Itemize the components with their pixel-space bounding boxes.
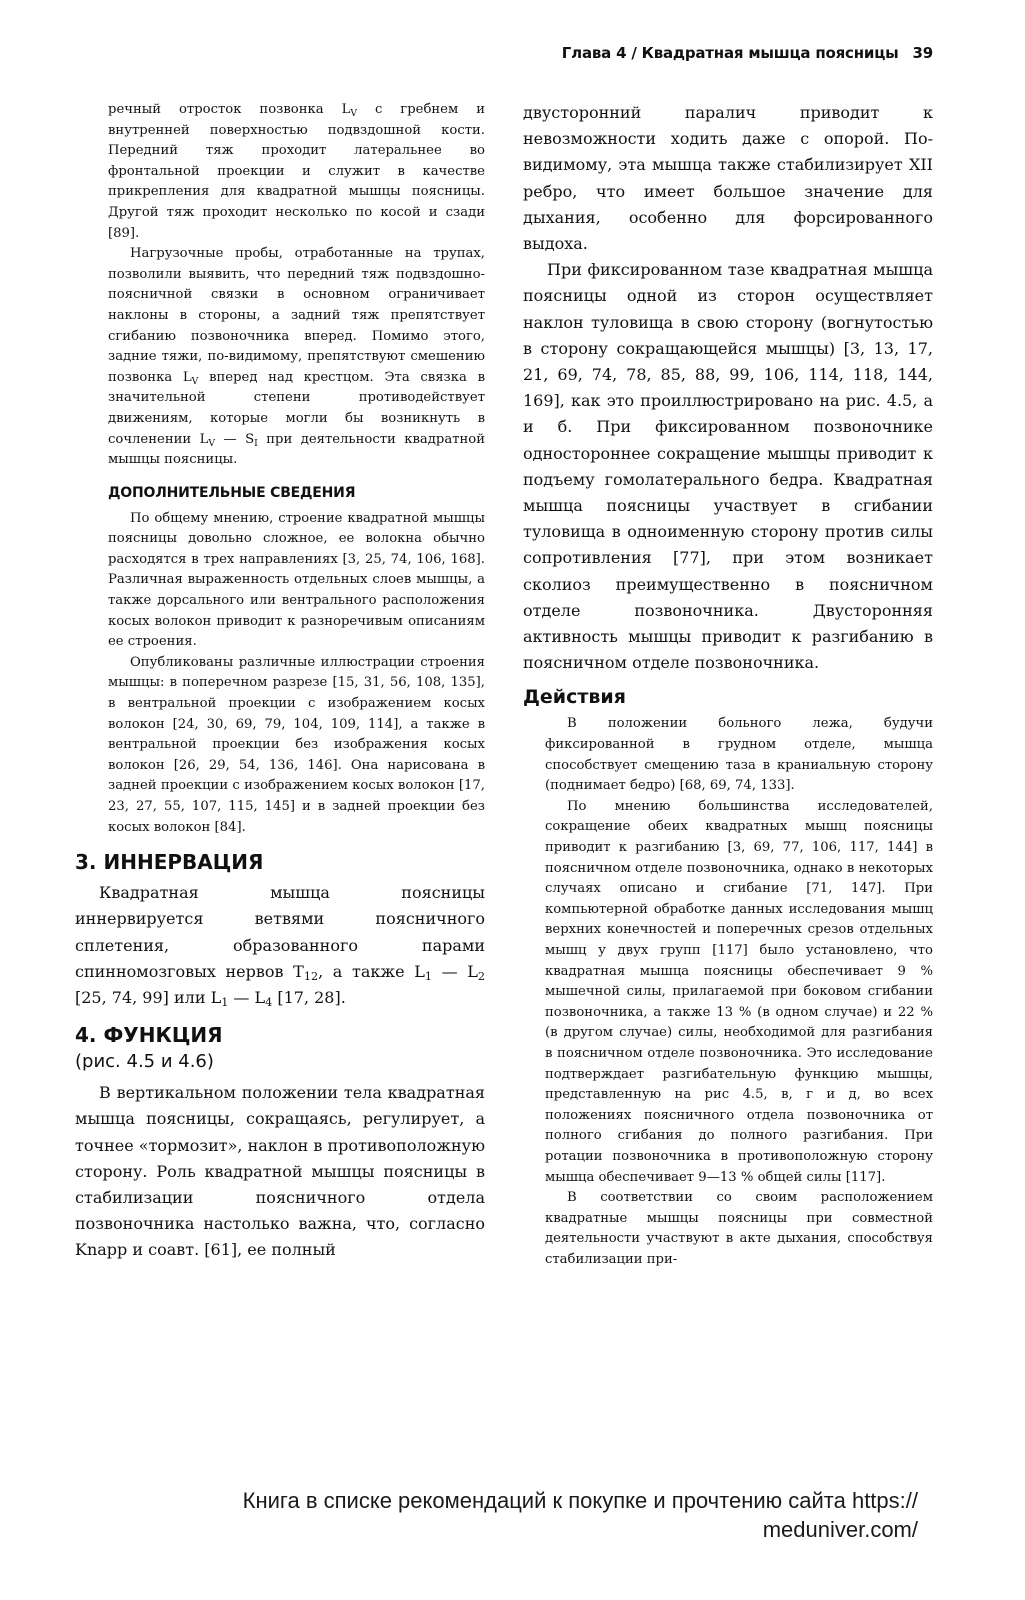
subscript: I: [254, 437, 258, 449]
right-column: [523, 100, 933, 1271]
extra-info-heading: ДОПОЛНИТЕЛЬНЫЕ СВЕДЕНИЯ: [108, 484, 356, 501]
text-run: с гребнем и внутренней поверхностью подвздошной кости. Передний тяж проходит латеральнее во фронтальной проекции и служит в качестве прикрепления для квадратной мышцы поясницы. Другой тяж проходит несколько по косой и сзади [89].: [108, 102, 485, 241]
section-heading-innervation: 3. ИННЕРВАЦИЯ: [75, 850, 264, 875]
subscript: 2: [477, 969, 486, 983]
text-run: [17, 28].: [272, 988, 346, 1007]
paragraph: В положении больного лежа, будучи фиксированной в грудном отделе, мышца способствует смещению таза в краниальную сторону (поднимает бедро) [68, 69, 74, 133].: [545, 716, 933, 794]
subscript: 12: [303, 969, 319, 983]
paragraph: [75, 880, 485, 1011]
paragraph: [108, 244, 485, 471]
subscript: 4: [265, 996, 273, 1009]
paragraph: При фиксированном тазе квадратная мышца поясницы одной из сторон осуществляет наклон туловища в свою сторону (вогнутостью в сторону сокращающейся мышцы) [3, 13, 17, 21, 69, 74, 78, 85, 88, 99, 106, 114, 118, 144, 169], как это проиллюстрировано на рис. 4.5, а и б. При фиксированном позвоночнике одностороннее сокращение мышцы приводит к подъему гомолатерального бедра. Квадратная мышца поясницы участвует в сгибании туловища в одноименную сторону против силы сопротивления [77], при этом возникает сколиоз преимущественно в поясничном отделе позвоночника. Двусторонняя активность мышцы приводит к разгибанию в поясничном отделе позвоночника.: [523, 260, 933, 673]
paragraph: Опубликованы различные иллюстрации строения мышцы: в поперечном разрезе [15, 31, 56, 108, 135], в вентральной проекции с изображением косых волокон [24, 30, 69, 79, 104, 109, 114], а также в вентральной проекции без изображения косых волокон [26, 29, 54, 136, 146]. Она нарисована в задней проекции с изображением косых волокон [17, 23, 27, 55, 107, 115, 145] и в задней проекции без косых волокон [84].: [108, 654, 485, 835]
paragraph: По мнению большинства исследователей, сокращение обеих квадратных мышц поясницы приводит к разгибанию [3, 69, 77, 106, 117, 144] в поясничном отделе позвоночника, однако в некоторых случаях описано и сгибание [71, 147]. При компьютерной обработке данных исследования мышц верхних конечностей и поперечных срезов отдельных мышц у двух групп [117] было установлено, что квадратная мышца поясницы обеспечивает 9 % мышечной силы, прилагаемой при боковом сгибании позвоночника, а также 13 % (в одном случае) и 22 % (в другом случае) силы, необходимой для разгибания в поясничном отделе позвоночника. Это исследование подтверждает разгибательную функцию мышцы, представленную на рис 4.5, в, г и д, во всех положениях поясничного отдела позвоночника от полного сгибания до полного разгибания. При ротации позвоночника в противоположную сторону мышца обеспечивает 9—13 % общей силы [117].: [545, 798, 933, 1185]
site-watermark-footer: [150, 1486, 918, 1544]
text-run: — L: [431, 961, 478, 981]
subscript: 1: [424, 969, 432, 983]
chapter-title: Глава 4 / Квадратная мышца поясницы: [561, 44, 899, 62]
subscript: V: [191, 375, 199, 387]
footer-line: Книга в списке рекомендаций к покупке и прочтению сайта https://: [242, 1488, 918, 1513]
actions-heading: Действия: [523, 686, 626, 709]
paragraph: двусторонний паралич приводит к невозможности ходить даже с опорой. По-видимому, эта мышца также стабилизирует XII ребро, что имеет большое значение для дыхания, особенно для форсированного выдоха.: [523, 103, 933, 254]
paragraph: По общему мнению, строение квадратной мышцы поясницы довольно сложное, ее волокна обычно расходятся в трех направлениях [3, 25, 74, 106, 168]. Различная выраженность отдельных слоев мышцы, а также дорсального или вентрального расположения косых волокон приводит к разноречивым описаниям ее строения.: [108, 510, 485, 650]
text-run: Нагрузочные пробы, отработанные на трупах, позволили выявить, что передний тяж подвздошно-поясничной связки в основном ограничивает наклоны в стороны, а задний тяж препятствует сгибанию позвоночника вперед. Помимо этого, задние тяжи, по-видимому, препятствуют смешению позвонка L: [108, 246, 485, 385]
text-run: [25, 74, 99] или L: [75, 988, 222, 1007]
section-heading-function: 4. ФУНКЦИЯ: [75, 1023, 223, 1048]
footer-line: meduniver.com/: [762, 1517, 918, 1542]
paragraph: В соответствии со своим расположением квадратные мышцы поясницы при совместной деятельности участвуют в акте дыхания, способствуя стабилизации при-: [545, 1190, 933, 1267]
text-run: вперед над крестцом. Эта связка в значительной степени противодействует движениям, которые могли бы возникнуть в сочленении L: [108, 369, 485, 447]
section-subheading-figures: (рис. 4.5 и 4.6): [75, 1051, 214, 1073]
body-text-block: [75, 880, 485, 1011]
text-run: речный отросток позвонка L: [108, 102, 351, 117]
small-text-block-left-2: [75, 509, 485, 839]
body-text-block: [75, 1080, 485, 1263]
text-run: — L: [228, 988, 266, 1007]
subscript: 1: [221, 996, 229, 1009]
paragraph: В вертикальном положении тела квадратная мышца поясницы, сокращаясь, регулирует, а точнее «тормозит», наклон в противоположную сторону. Роль квадратной мышцы поясницы в стабилизации поясничного отдела позвоночника настолько важна, что, согласно Knapp и соавт. [61], ее полный: [75, 1083, 485, 1260]
text-run: при деятельности квадратной мышцы поясницы.: [108, 431, 486, 468]
page-number: 39: [912, 44, 933, 62]
paragraph: [108, 100, 485, 244]
text-run: Квадратная мышца поясницы иннервируется ветвями поясничного сплетения, образованного парами спинномозговых нервов T: [75, 883, 485, 981]
small-text-block-right: [523, 714, 933, 1270]
subscript: V: [208, 437, 216, 449]
left-column: [75, 100, 485, 1264]
running-header: [562, 44, 933, 62]
text-run: , а также L: [318, 961, 425, 981]
small-text-block-left: [75, 100, 485, 471]
text-run: — S: [215, 431, 255, 447]
subscript: V: [350, 108, 357, 119]
body-text-block: [523, 100, 933, 676]
